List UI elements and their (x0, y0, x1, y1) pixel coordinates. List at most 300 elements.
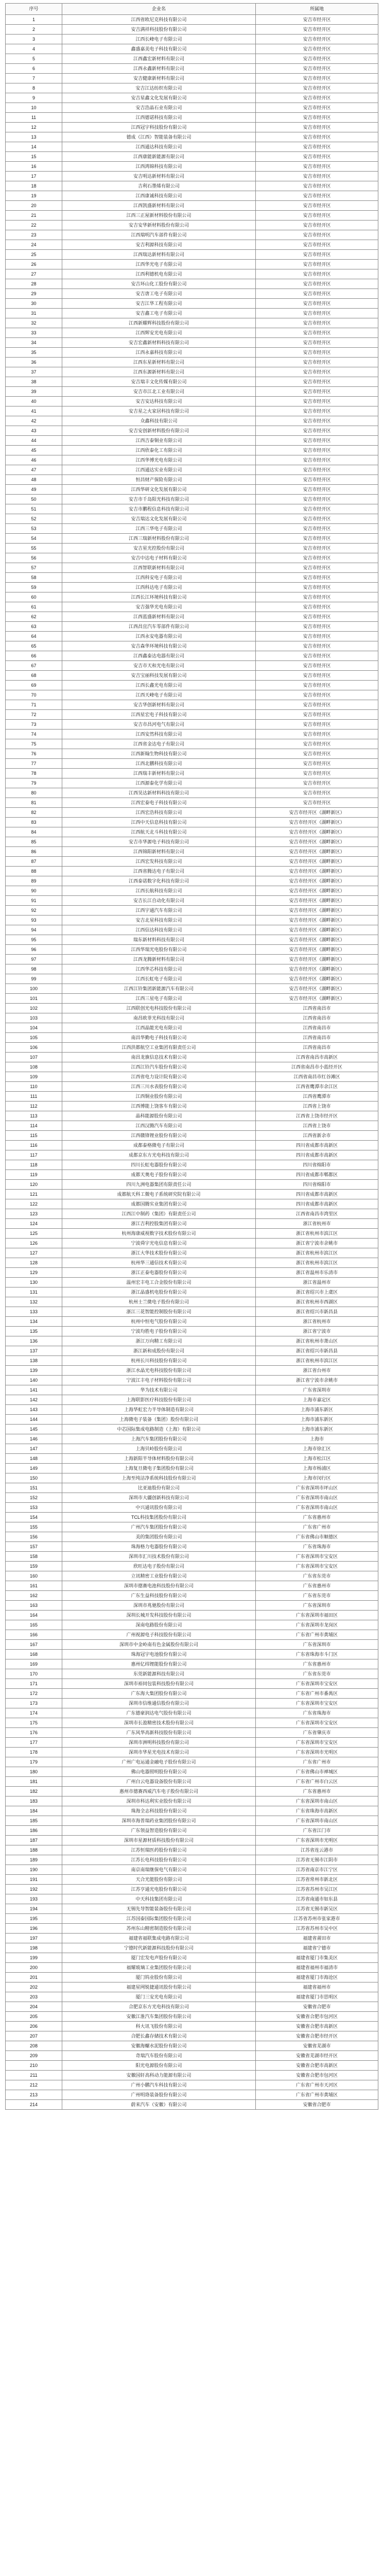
table-row (6, 1395, 378, 1405)
company-location: 广东省惠州市 (256, 1581, 378, 1591)
company-location: 安吉市经开区 (256, 612, 378, 622)
company-name: 江西洪都航空工业集团有限责任公司 (62, 1043, 256, 1053)
company-name: 江西三川水表股份有限公司 (62, 1082, 256, 1092)
row-number: 118 (6, 1160, 62, 1170)
table-row (6, 1376, 378, 1385)
company-location: 四川省成都市高新区 (256, 1150, 378, 1160)
table-row (6, 769, 378, 778)
table-row (6, 573, 378, 583)
table-row (6, 1611, 378, 1620)
row-number: 85 (6, 837, 62, 847)
table-row (6, 1043, 378, 1053)
company-location: 安吉市经开区 (256, 299, 378, 309)
table-row (6, 1885, 378, 1894)
row-number: 155 (6, 1522, 62, 1532)
company-location: 安徽省合肥市高新区 (256, 2061, 378, 2071)
table-row (6, 553, 378, 563)
row-number: 131 (6, 1287, 62, 1297)
table-row (6, 1503, 378, 1513)
company-name: 江西瑞明汽车部件有限公司 (62, 230, 256, 240)
company-name: 江西源泰化学有限公司 (62, 778, 256, 788)
row-number: 80 (6, 788, 62, 798)
company-name: 深南电路股份有限公司 (62, 1620, 256, 1630)
company-name: 江西长虹电子有限公司 (62, 974, 256, 984)
company-name: 江西三星电子有限公司 (62, 994, 256, 1004)
company-location: 江西省南昌市湾里区 (256, 1209, 378, 1219)
row-number: 138 (6, 1356, 62, 1366)
company-name: 珠海格力电器股份有限公司 (62, 1542, 256, 1552)
table-row (6, 827, 378, 837)
company-name: 江西昌宜汽车零部件有限公司 (62, 622, 256, 632)
table-row (6, 661, 378, 671)
row-number: 150 (6, 1473, 62, 1483)
company-name: 江西星宏电子科技有限公司 (62, 710, 256, 720)
table-row (6, 1816, 378, 1826)
company-location: 四川省成都市郫都区 (256, 1170, 378, 1180)
company-name: 江西科达电子有限公司 (62, 583, 256, 592)
company-location: 广东省深圳市宝安区 (256, 1562, 378, 1571)
company-name: 上海联影医疗科技股份有限公司 (62, 1395, 256, 1405)
company-name: 江西瑞丰新材料有限公司 (62, 769, 256, 778)
row-number: 67 (6, 661, 62, 671)
table-row (6, 1053, 378, 1062)
table-row (6, 377, 378, 387)
row-number: 9 (6, 93, 62, 103)
company-location: 广东省肇庆市 (256, 1728, 378, 1738)
table-body (6, 15, 378, 2110)
company-location: 安吉市经开区（湖畔新区） (256, 906, 378, 916)
company-name: 宁波舜宇光电信息有限公司 (62, 1239, 256, 1248)
row-number: 8 (6, 83, 62, 93)
company-location: 安徽省合肥市包河区 (256, 2012, 378, 2022)
company-name: 江西鸿锦科技有限公司 (62, 162, 256, 172)
company-location: 安吉市经开区 (256, 730, 378, 739)
table-row (6, 211, 378, 221)
company-location: 浙江省杭州市萧山区 (256, 1336, 378, 1346)
row-number: 166 (6, 1630, 62, 1640)
table-row (6, 1082, 378, 1092)
company-name: 浙江正泰电器股份有限公司 (62, 1268, 256, 1278)
company-name: 江西凯盛新材料有限公司 (62, 201, 256, 211)
company-location: 安吉市经开区 (256, 504, 378, 514)
company-location: 广东省深圳市 (256, 1640, 378, 1650)
company-location: 安吉市经开区 (256, 406, 378, 416)
table-row (6, 1728, 378, 1738)
table-row (6, 1855, 378, 1865)
row-number: 102 (6, 1004, 62, 1013)
company-location: 上海市闵行区 (256, 1473, 378, 1483)
header-location: 所属地 (256, 4, 378, 15)
row-number: 191 (6, 1875, 62, 1885)
company-location: 广东省广州市白云区 (256, 1777, 378, 1787)
table-row (6, 1875, 378, 1885)
table-row (6, 1620, 378, 1630)
row-number: 56 (6, 553, 62, 563)
table-row (6, 730, 378, 739)
company-name: 江西冠宇科技股份有限公司 (62, 123, 256, 132)
row-number: 55 (6, 544, 62, 553)
table-row (6, 925, 378, 935)
company-location: 广东省珠海市 (256, 1542, 378, 1552)
row-number: 182 (6, 1787, 62, 1797)
table-row (6, 1239, 378, 1248)
table-row (6, 1943, 378, 1953)
row-number: 17 (6, 172, 62, 181)
row-number: 43 (6, 426, 62, 436)
row-number: 186 (6, 1826, 62, 1836)
company-location: 广东省广州市番禺区 (256, 1689, 378, 1699)
table-row (6, 1630, 378, 1640)
row-number: 84 (6, 827, 62, 837)
row-number: 106 (6, 1043, 62, 1053)
company-location: 安吉市经开区 (256, 25, 378, 35)
row-number: 180 (6, 1767, 62, 1777)
company-name: 江西晶能光电有限公司 (62, 1023, 256, 1033)
company-name: 江苏国泰国际集团股份有限公司 (62, 1914, 256, 1924)
table-row (6, 1268, 378, 1278)
company-name: 苏州东山精密制造股份有限公司 (62, 1924, 256, 1934)
table-row (6, 1953, 378, 1963)
company-location: 安吉市经开区（湖畔新区） (256, 857, 378, 867)
company-name: 合肥京东方光电科技有限公司 (62, 2002, 256, 2012)
company-location: 浙江省台州市 (256, 1366, 378, 1376)
company-name: 安吉瑞丰文化传媒有限公司 (62, 377, 256, 387)
row-number: 86 (6, 847, 62, 857)
table-row (6, 935, 378, 945)
row-number: 141 (6, 1385, 62, 1395)
table-row (6, 1894, 378, 1904)
table-row (6, 2100, 378, 2110)
company-location: 广东省广州市天河区 (256, 2080, 378, 2090)
company-location: 四川省成都市高新区 (256, 1199, 378, 1209)
company-location: 广东省深圳市宝安区 (256, 1718, 378, 1728)
company-location: 安吉市经开区（湖畔新区） (256, 994, 378, 1004)
company-location: 江西省南昌市小蓝经开区 (256, 1062, 378, 1072)
company-name: 佛山电器照明股份有限公司 (62, 1767, 256, 1777)
company-location: 江西省鹰潭市 (256, 1092, 378, 1101)
row-number: 103 (6, 1013, 62, 1023)
company-location: 福建省福州市 (256, 1982, 378, 1992)
company-name: 江苏亨通光电股份有限公司 (62, 1885, 256, 1894)
company-name: 奇瑞汽车股份有限公司 (62, 2051, 256, 2061)
company-name: 安吉星鑫文化发展有限公司 (62, 93, 256, 103)
company-name: 瑞东新材料科技有限公司 (62, 935, 256, 945)
row-number: 21 (6, 211, 62, 221)
company-name: 四川长虹电器股份有限公司 (62, 1160, 256, 1170)
row-number: 22 (6, 221, 62, 230)
row-number: 79 (6, 778, 62, 788)
row-number: 75 (6, 739, 62, 749)
company-location: 浙江省杭州市滨江区 (256, 1356, 378, 1366)
company-location: 浙江省宁波市 (256, 1327, 378, 1336)
row-number: 212 (6, 2080, 62, 2090)
table-row (6, 1963, 378, 1973)
company-name: 江西天峰电子有限公司 (62, 690, 256, 700)
table-row (6, 1199, 378, 1209)
company-name: 深圳市星源材质科技股份有限公司 (62, 1836, 256, 1845)
table-row (6, 348, 378, 358)
company-location: 安吉市经开区 (256, 221, 378, 230)
company-name: 上海微电子装备（集团）股份有限公司 (62, 1415, 256, 1425)
row-number: 174 (6, 1708, 62, 1718)
company-name: 江西吉泰铜业有限公司 (62, 436, 256, 446)
company-name: 江西华光电子有限公司 (62, 260, 256, 269)
row-number: 167 (6, 1640, 62, 1650)
table-row (6, 465, 378, 475)
company-location: 安吉市经开区 (256, 583, 378, 592)
company-location: 安吉市经开区 (256, 348, 378, 358)
row-number: 168 (6, 1650, 62, 1659)
header-company: 企业名 (62, 4, 256, 15)
row-number: 30 (6, 299, 62, 309)
company-location: 广东省佛山市顺德区 (256, 1532, 378, 1542)
row-number: 123 (6, 1209, 62, 1219)
company-name: 江西江铃汽车股份有限公司 (62, 1062, 256, 1072)
row-number: 13 (6, 132, 62, 142)
row-number: 72 (6, 710, 62, 720)
company-location: 广东省深圳市宝安区 (256, 1699, 378, 1708)
table-row (6, 338, 378, 348)
company-location: 安吉市经开区 (256, 602, 378, 612)
table-row (6, 592, 378, 602)
table-row (6, 2031, 378, 2041)
row-number: 77 (6, 759, 62, 769)
table-row (6, 1092, 378, 1101)
row-number: 3 (6, 35, 62, 44)
table-row (6, 446, 378, 455)
table-row (6, 1708, 378, 1718)
company-location: 安徽省合肥市 (256, 2002, 378, 2012)
table-row (6, 583, 378, 592)
company-name: 上海贝岭股份有限公司 (62, 1444, 256, 1454)
company-name: 安吉宝丽科技发展有限公司 (62, 671, 256, 681)
company-name: 江西辉安光电有限公司 (62, 328, 256, 338)
table-row (6, 2090, 378, 2100)
company-name: 江西宏泰电子科技有限公司 (62, 798, 256, 808)
row-number: 175 (6, 1718, 62, 1728)
company-location: 安吉市经开区 (256, 132, 378, 142)
row-number: 112 (6, 1101, 62, 1111)
table-row (6, 299, 378, 309)
company-name: 广州明珞装备股份有限公司 (62, 2090, 256, 2100)
company-name: 安吉市江北工业有限公司 (62, 387, 256, 397)
company-name: 安徽海螺水泥股份有限公司 (62, 2041, 256, 2051)
company-name: 广州视源电子科技股份有限公司 (62, 1630, 256, 1640)
table-row (6, 93, 378, 103)
table-row (6, 113, 378, 123)
company-location: 安吉市经开区 (256, 671, 378, 681)
row-number: 136 (6, 1336, 62, 1346)
company-location: 安吉市经开区 (256, 495, 378, 504)
table-row (6, 916, 378, 925)
company-location: 安吉市经开区（湖畔新区） (256, 837, 378, 847)
company-location: 广东省佛山市禅城区 (256, 1767, 378, 1777)
company-name: 欣旺达电子股份有限公司 (62, 1562, 256, 1571)
company-location: 江苏省南通市如东县 (256, 1894, 378, 1904)
company-location: 安吉市经开区 (256, 93, 378, 103)
table-row (6, 1934, 378, 1943)
company-location: 江苏省苏州市吴中区 (256, 1924, 378, 1934)
table-row (6, 2022, 378, 2031)
row-number: 101 (6, 994, 62, 1004)
company-location: 江西省上饶市 (256, 1101, 378, 1111)
company-name: 江西中天信息科技有限公司 (62, 818, 256, 827)
table-row (6, 671, 378, 681)
company-name: 安吉星光控股份有限公司 (62, 544, 256, 553)
company-name: 华为技术有限公司 (62, 1385, 256, 1395)
table-row (6, 1141, 378, 1150)
row-number: 7 (6, 74, 62, 83)
company-location: 广东省珠海市斗门区 (256, 1650, 378, 1659)
table-row (6, 798, 378, 808)
table-row (6, 1444, 378, 1454)
row-number: 213 (6, 2090, 62, 2100)
table-row (6, 201, 378, 211)
table-row (6, 632, 378, 641)
table-row (6, 837, 378, 847)
company-location: 江西省南昌市红谷滩区 (256, 1072, 378, 1082)
row-number: 208 (6, 2041, 62, 2051)
table-row (6, 2071, 378, 2080)
company-name: 江西通达实业有限公司 (62, 465, 256, 475)
table-row (6, 1297, 378, 1307)
table-row (6, 964, 378, 974)
company-location: 安吉市经开区 (256, 289, 378, 299)
company-name: 中兴通讯股份有限公司 (62, 1503, 256, 1513)
company-name: 安吉安创新材料股份有限公司 (62, 426, 256, 436)
company-name: 宁波均胜电子股份有限公司 (62, 1327, 256, 1336)
company-name: 江西赣锋锂业股份有限公司 (62, 1131, 256, 1141)
company-location: 安徽省芜湖市经开区 (256, 2051, 378, 2061)
row-number: 154 (6, 1513, 62, 1522)
company-name: 蔚来汽车（安徽）有限公司 (62, 2100, 256, 2110)
row-number: 41 (6, 406, 62, 416)
company-name: 安吉满祥科技股份有限公司 (62, 25, 256, 35)
table-row (6, 1836, 378, 1845)
company-location: 江西省南昌市 (256, 1023, 378, 1033)
company-name: 深圳市科达利实业股份有限公司 (62, 1797, 256, 1806)
table-row (6, 1601, 378, 1611)
table-row (6, 1013, 378, 1023)
row-number: 179 (6, 1757, 62, 1767)
table-row (6, 2041, 378, 2051)
company-name: 广东生益科技股份有限公司 (62, 1591, 256, 1601)
row-number: 115 (6, 1131, 62, 1141)
company-name: 安吉北星科技有限公司 (62, 916, 256, 925)
table-row (6, 2061, 378, 2071)
company-name: 江西省电力设计院有限公司 (62, 1072, 256, 1082)
company-location: 安吉市经开区 (256, 759, 378, 769)
table-row (6, 426, 378, 436)
company-name: 浙江晶盛机电股份有限公司 (62, 1287, 256, 1297)
company-name: 浙江新和成股份有限公司 (62, 1346, 256, 1356)
row-number: 200 (6, 1963, 62, 1973)
company-location: 安吉市经开区 (256, 700, 378, 710)
company-name: 厦门宏发电声股份有限公司 (62, 1953, 256, 1963)
company-name: 江西华瑞光电股份有限公司 (62, 945, 256, 955)
row-number: 35 (6, 348, 62, 358)
row-number: 142 (6, 1395, 62, 1405)
company-location: 江苏省连云港市 (256, 1845, 378, 1855)
company-location: 江苏省苏州市吴江区 (256, 1885, 378, 1894)
company-location: 浙江省宁波市余姚市 (256, 1239, 378, 1248)
company-name: 无锡先导智能装备股份有限公司 (62, 1904, 256, 1914)
row-number: 170 (6, 1669, 62, 1679)
table-row (6, 1914, 378, 1924)
table-row (6, 162, 378, 172)
row-number: 160 (6, 1571, 62, 1581)
table-row (6, 1023, 378, 1033)
company-name: 南昌华勤电子科技有限公司 (62, 1033, 256, 1043)
table-row (6, 867, 378, 876)
row-number: 144 (6, 1415, 62, 1425)
company-location: 广东省深圳市宝安区 (256, 1552, 378, 1562)
row-number: 190 (6, 1865, 62, 1875)
company-location: 江苏省无锡市江阴市 (256, 1855, 378, 1865)
company-name: 深圳长城开发科技股份有限公司 (62, 1611, 256, 1620)
table-row (6, 739, 378, 749)
company-location: 安吉市经开区 (256, 455, 378, 465)
row-number: 36 (6, 358, 62, 367)
table-row (6, 2012, 378, 2022)
row-number: 171 (6, 1679, 62, 1689)
company-location: 安吉市经开区 (256, 172, 378, 181)
row-number: 119 (6, 1170, 62, 1180)
company-location: 安吉市经开区 (256, 769, 378, 778)
company-name: 安吉市华源电子科技有限公司 (62, 837, 256, 847)
company-name: 安吉强华光电有限公司 (62, 602, 256, 612)
company-location: 上海市浦东新区 (256, 1425, 378, 1434)
row-number: 53 (6, 524, 62, 534)
company-location: 安吉市经开区（湖畔新区） (256, 808, 378, 818)
company-name: 江西利德机电有限公司 (62, 269, 256, 279)
company-location: 浙江省温州市乐清市 (256, 1268, 378, 1278)
row-number: 48 (6, 475, 62, 485)
row-number: 126 (6, 1239, 62, 1248)
table-row (6, 681, 378, 690)
row-number: 193 (6, 1894, 62, 1904)
company-name: 深圳市汇川技术股份有限公司 (62, 1552, 256, 1562)
company-location: 安吉市经开区（湖畔新区） (256, 867, 378, 876)
company-location: 福建省莆田市 (256, 1934, 378, 1943)
company-name: 中天科技集团有限公司 (62, 1894, 256, 1904)
row-number: 188 (6, 1845, 62, 1855)
company-name: 深圳市大疆创新科技有限公司 (62, 1493, 256, 1503)
row-number: 73 (6, 720, 62, 730)
company-name: 江西铜业股份有限公司 (62, 1092, 256, 1101)
company-name: 江西永安电器有限公司 (62, 632, 256, 641)
row-number: 184 (6, 1806, 62, 1816)
row-number: 66 (6, 651, 62, 661)
row-number: 4 (6, 44, 62, 54)
company-name: 广东德豪润达电气股份有限公司 (62, 1708, 256, 1718)
company-name: 江西华芯科技有限公司 (62, 964, 256, 974)
company-location: 江苏省常州市新北区 (256, 1875, 378, 1885)
table-row (6, 1180, 378, 1190)
table-row (6, 1522, 378, 1532)
company-location: 广东省深圳市光明区 (256, 1748, 378, 1757)
company-name: 江西信达科技有限公司 (62, 925, 256, 935)
table-row (6, 1307, 378, 1317)
row-number: 159 (6, 1562, 62, 1571)
company-location: 安吉市经开区 (256, 416, 378, 426)
company-location: 安吉市经开区（湖畔新区） (256, 896, 378, 906)
company-name: 江西北鹏科技有限公司 (62, 759, 256, 769)
company-name: 上海至纯洁净系统科技股份有限公司 (62, 1473, 256, 1483)
company-name: 成都泰格微电子有限公司 (62, 1141, 256, 1150)
company-location: 江苏省南京市江宁区 (256, 1865, 378, 1875)
table-row (6, 876, 378, 886)
